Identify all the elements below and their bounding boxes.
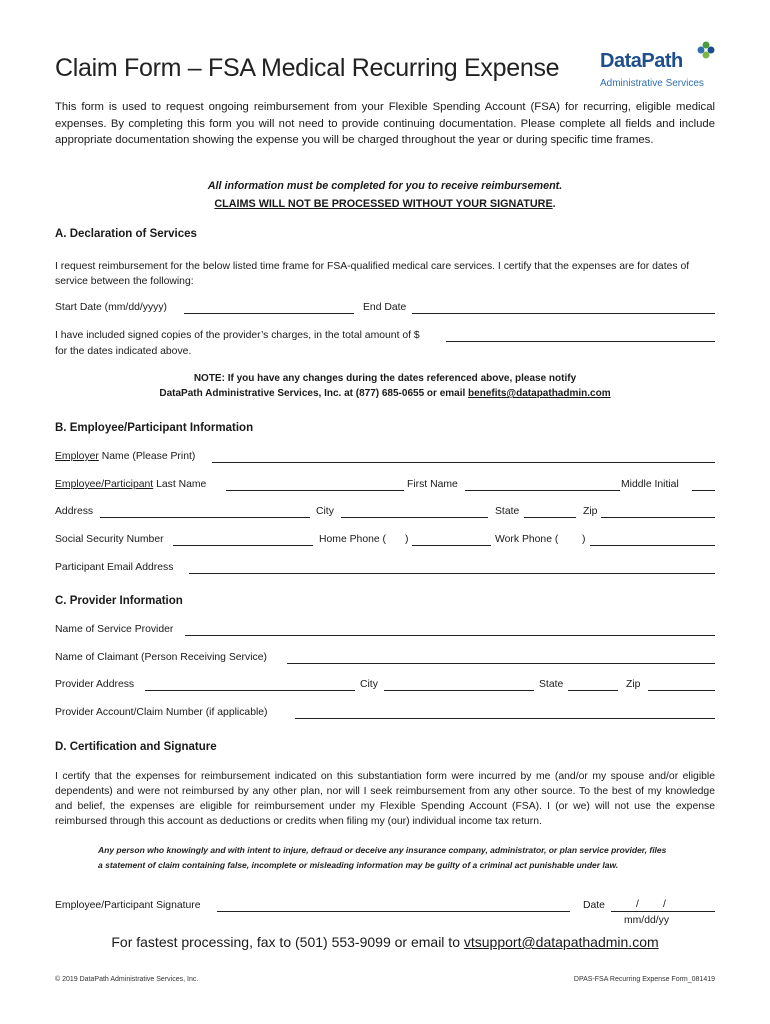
fax-instructions [55, 934, 715, 950]
footer-copyright: © 2019 DataPath Administrative Services, Inc. [55, 976, 199, 983]
section-d-heading: D. Certification and Signature [55, 741, 217, 753]
date-slash-2: / [663, 899, 666, 910]
intro-paragraph: This form is used to request ongoing reimbursement from your Flexible Spending Account (FSA) for recurring, eligible medical expenses. By completing this form you will not need to provide continuing documentation. Please complete all fields and include appropriate documentation showing the expense you will be charged throughout the year or during specific time frames. [55, 101, 715, 146]
city-label: City [316, 506, 334, 517]
footer-form-id: DPAS-FSA Recurring Expense Form_081419 [573, 976, 715, 983]
employer-name-field[interactable] [212, 462, 715, 463]
start-date-label: Start Date (mm/dd/yyyy) [55, 302, 168, 313]
provider-city-field[interactable] [384, 690, 534, 691]
zip-field[interactable] [601, 517, 715, 518]
end-date-field[interactable] [412, 313, 715, 314]
fax-text: For fastest processing, fax to (501) 553-9099 or email to [111, 934, 464, 950]
amount-field[interactable] [446, 341, 715, 342]
city-field[interactable] [341, 517, 488, 518]
work-phone-label: Work Phone ( [495, 534, 559, 545]
date-field[interactable] [611, 911, 715, 912]
email-field[interactable] [189, 573, 715, 574]
home-phone-field[interactable] [412, 545, 491, 546]
notice-period: . [552, 198, 556, 210]
ssn-field[interactable] [173, 545, 313, 546]
note-line-1: NOTE: If you have any changes during the dates referenced above, please notify [193, 373, 577, 384]
amount-label: I have included signed copies of the provider’s charges, in the total amount of $ [55, 330, 420, 341]
start-date-field[interactable] [184, 313, 354, 314]
date-slash-1: / [636, 899, 639, 910]
notice-signature-text: CLAIMS WILL NOT BE PROCESSED WITHOUT YOUR SIGNATURE [214, 198, 553, 210]
note-line-2 [55, 388, 715, 399]
page-title: Claim Form – FSA Medical Recurring Expense [55, 54, 560, 82]
provider-city-label: City [360, 679, 378, 690]
last-name-field[interactable] [226, 490, 404, 491]
logo-subtitle: Administrative Services [600, 78, 704, 89]
ssn-label: Social Security Number [55, 534, 164, 545]
employee-participant-word: Employee/Participant [55, 479, 154, 490]
end-date-label: End Date [363, 302, 407, 313]
provider-address-label: Provider Address [55, 679, 135, 690]
provider-name-label: Name of Service Provider [55, 624, 174, 635]
provider-name-field[interactable] [185, 635, 715, 636]
home-phone-paren: ) [405, 534, 409, 545]
logo-mark-icon [696, 40, 716, 60]
note-contact: DataPath Administrative Services, Inc. at (877) 685-0655 or email [159, 388, 469, 399]
last-name-word: Last Name [153, 479, 207, 490]
claimant-field[interactable] [287, 663, 715, 664]
middle-initial-field[interactable] [692, 490, 715, 491]
section-b-heading: B. Employee/Participant Information [55, 422, 254, 434]
section-c-heading: C. Provider Information [55, 595, 183, 607]
section-a-heading: A. Declaration of Services [55, 228, 197, 240]
state-field[interactable] [524, 517, 576, 518]
provider-state-field[interactable] [568, 690, 618, 691]
logo-name: DataPath [600, 50, 683, 72]
notice-required: All information must be completed for you to receive reimbursement. [207, 180, 563, 192]
signature-label: Employee/Participant Signature [55, 900, 201, 911]
fraud-warning: Any person who knowingly and with intent to injure, defraud or deceive any insurance company, administrator, or plan service provider, files a statement of claim containing false, incomplete or misleading information may be guilty of a criminal act punishable under law. [98, 845, 667, 870]
provider-address-field[interactable] [145, 690, 355, 691]
claimant-label: Name of Claimant (Person Receiving Service) [55, 652, 267, 663]
benefits-email-link[interactable]: benefits@datapathadmin.com [468, 388, 611, 399]
account-label: Provider Account/Claim Number (if applicable) [55, 707, 268, 718]
provider-zip-field[interactable] [648, 690, 715, 691]
date-label: Date [583, 900, 605, 911]
provider-zip-label: Zip [626, 679, 641, 690]
address-label: Address [55, 506, 94, 517]
work-phone-paren: ) [582, 534, 586, 545]
last-name-label [55, 479, 206, 490]
vtsupport-email-link[interactable]: vtsupport@datapathadmin.com [463, 934, 659, 950]
middle-initial-label: Middle Initial [621, 479, 679, 490]
zip-label: Zip [583, 506, 598, 517]
employer-rest: Name (Please Print) [98, 451, 196, 462]
amount-label-2: for the dates indicated above. [55, 346, 192, 357]
certification-paragraph: I certify that the expenses for reimbursement indicated on this substantiation form were incurred by me (and/or my spouse and/or eligible dependents) and were not reimbursed by any other plan, nor will I seek reimbursement from any other source. To the best of my knowledge and belief, the expenses are eligible for reimbursement under my Flexible Spending Account (FSA). I (or we) will not use the expense reimbursed through this account as deductions or credits when filing my (our) individual income tax return. [55, 771, 715, 827]
address-field[interactable] [100, 517, 310, 518]
date-format-hint: mm/dd/yy [624, 915, 670, 926]
employer-name-label [55, 451, 195, 462]
home-phone-label: Home Phone ( [319, 534, 386, 545]
state-label: State [495, 506, 520, 517]
first-name-field[interactable] [465, 490, 620, 491]
employer-word: Employer [55, 451, 99, 462]
datapath-logo [600, 40, 720, 92]
account-field[interactable] [295, 718, 715, 719]
work-phone-field[interactable] [590, 545, 715, 546]
first-name-label: First Name [407, 479, 458, 490]
signature-field[interactable] [217, 911, 570, 912]
notice-signature [55, 198, 715, 210]
provider-state-label: State [539, 679, 564, 690]
email-label: Participant Email Address [55, 562, 174, 573]
section-a-paragraph: I request reimbursement for the below listed time frame for FSA-qualified medical care services. I certify that the expenses are for dates of service between the following: [55, 261, 690, 287]
